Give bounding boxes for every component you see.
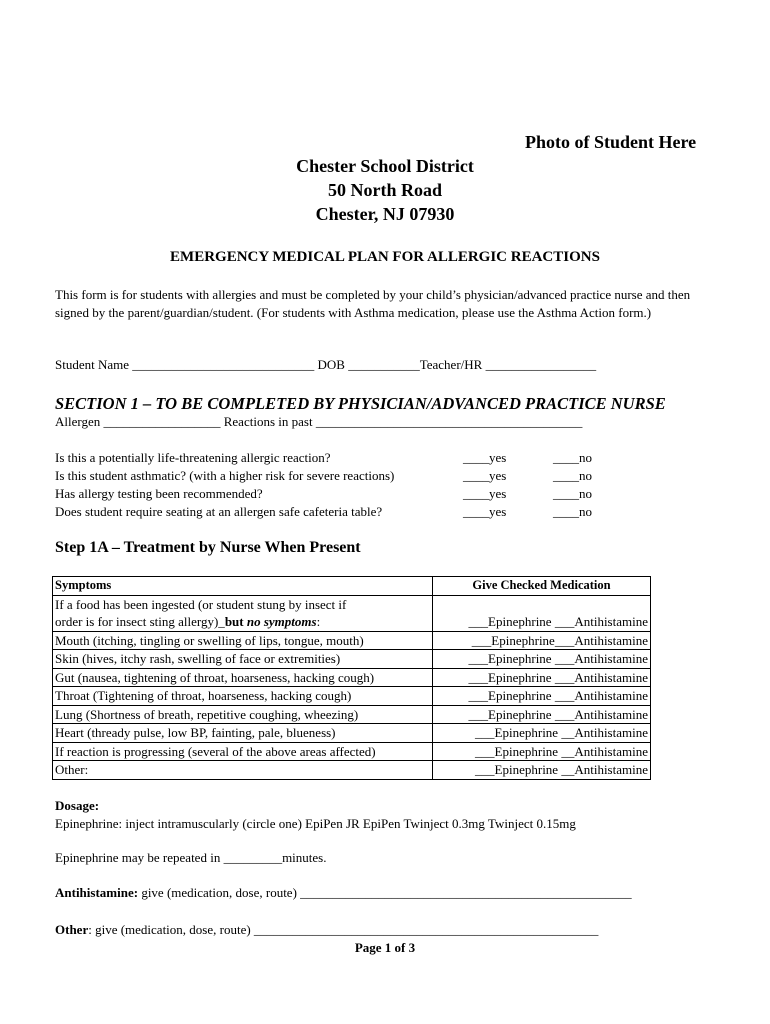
symptom-cell: Lung (Shortness of breath, repetitive coughing, wheezing) xyxy=(53,705,433,724)
food-row-bold-italic: no symptoms xyxy=(246,614,317,629)
table-row xyxy=(53,631,651,650)
other-label: Other xyxy=(55,922,89,937)
table-row xyxy=(53,742,651,761)
table-row xyxy=(53,724,651,743)
other-medication-line[interactable] xyxy=(55,922,598,938)
symptoms-header: Symptoms xyxy=(53,577,433,596)
dosage-label: Dosage: xyxy=(55,798,100,813)
food-row-bold: but xyxy=(224,614,247,629)
treatment-table xyxy=(52,576,651,780)
table-row xyxy=(53,650,651,669)
antihistamine-blank[interactable]: give (medication, dose, route) ___________________________________________________ xyxy=(138,885,632,900)
symptom-cell: Skin (hives, itchy rash, swelling of face or extremities) xyxy=(53,650,433,669)
table-row xyxy=(53,705,651,724)
yes-blank[interactable]: ____yes xyxy=(463,504,507,519)
medication-cell[interactable]: ___Epinephrine __Antihistamine xyxy=(433,742,651,761)
antihistamine-line[interactable] xyxy=(55,885,632,901)
antihistamine-label: Antihistamine: xyxy=(55,885,139,900)
intro-paragraph: This form is for students with allergies and must be completed by your child’s physician/advanced practice nurse and then signed by the parent/guardian/student. (For students with Asthma medication, please use the Asthma Action form.) xyxy=(55,287,691,320)
symptom-cell: Mouth (itching, tingling or swelling of lips, tongue, mouth) xyxy=(53,631,433,650)
medication-header: Give Checked Medication xyxy=(433,577,651,596)
medication-cell[interactable]: ___Epinephrine ___Antihistamine xyxy=(433,668,651,687)
medication-cell[interactable]: ___Epinephrine___Antihistamine xyxy=(433,631,651,650)
symptom-cell: If reaction is progressing (several of the above areas affected) xyxy=(53,742,433,761)
no-blank[interactable]: ____no xyxy=(553,504,592,519)
symptom-cell: Heart (thready pulse, low BP, fainting, pale, blueness) xyxy=(53,724,433,743)
question-text: Does student require seating at an allergen safe cafeteria table? xyxy=(55,504,383,519)
table-row xyxy=(53,668,651,687)
question-text: Is this a potentially life-threatening allergic reaction? xyxy=(55,450,331,465)
yes-blank[interactable]: ____yes xyxy=(463,486,507,501)
allergen-line[interactable]: Allergen __________________ Reactions in past _________________________________________ xyxy=(55,414,583,429)
medication-cell[interactable]: ___Epinephrine __Antihistamine xyxy=(433,724,651,743)
district-name: Chester School District xyxy=(296,156,474,176)
address-line-1: 50 North Road xyxy=(327,180,442,200)
symptom-cell: Gut (nausea, tightening of throat, hoarseness, hacking cough) xyxy=(53,668,433,687)
page-number: Page 1 of 3 xyxy=(354,940,416,955)
question-text: Is this student asthmatic? (with a higher risk for severe reactions) xyxy=(55,468,395,483)
symptom-cell xyxy=(53,595,433,631)
yes-blank[interactable]: ____yes xyxy=(463,450,507,465)
step-1a-heading: Step 1A – Treatment by Nurse When Present xyxy=(55,539,361,556)
address-line-2: Chester, NJ 07930 xyxy=(315,204,455,224)
epinephrine-dosage-line[interactable]: Epinephrine: inject intramuscularly (circle one) EpiPen JR EpiPen Twinject 0.3mg Twinject 0.15mg xyxy=(55,816,576,831)
no-blank[interactable]: ____no xyxy=(553,468,592,483)
table-row xyxy=(53,687,651,706)
food-row-suffix: : xyxy=(316,614,321,629)
other-blank[interactable]: : give (medication, dose, route) _____________________________________________________ xyxy=(88,922,599,937)
medication-cell[interactable]: ___Epinephrine __Antihistamine xyxy=(433,761,651,780)
section-1-heading: SECTION 1 – TO BE COMPLETED BY PHYSICIAN/ADVANCED PRACTICE NURSE xyxy=(55,394,666,413)
no-blank[interactable]: ____no xyxy=(553,450,592,465)
symptom-cell: Other: xyxy=(53,761,433,780)
symptom-cell: Throat (Tightening of throat, hoarseness, hacking cough) xyxy=(53,687,433,706)
form-title: EMERGENCY MEDICAL PLAN FOR ALLERGIC REACTIONS xyxy=(170,249,600,265)
no-blank[interactable]: ____no xyxy=(553,486,592,501)
yes-blank[interactable]: ____yes xyxy=(463,468,507,483)
table-row xyxy=(53,761,651,780)
medication-cell[interactable]: ___Epinephrine ___Antihistamine xyxy=(433,650,651,669)
food-row-line2-prefix: order is for insect sting allergy)_ xyxy=(55,614,225,629)
medication-cell[interactable]: ___Epinephrine ___Antihistamine xyxy=(433,705,651,724)
question-text: Has allergy testing been recommended? xyxy=(55,486,263,501)
table-row xyxy=(53,595,651,631)
food-row-line1: If a food has been ingested (or student stung by insect if xyxy=(55,596,347,612)
photo-placeholder-label: Photo of Student Here xyxy=(525,132,697,152)
medication-cell[interactable]: ___Epinephrine ___Antihistamine xyxy=(433,595,651,631)
medication-cell[interactable]: ___Epinephrine ___Antihistamine xyxy=(433,687,651,706)
table-header-row xyxy=(53,577,651,596)
student-info-line[interactable]: Student Name ____________________________ DOB ___________Teacher/HR _________________ xyxy=(55,357,597,372)
epinephrine-repeat-line[interactable]: Epinephrine may be repeated in _________minutes. xyxy=(55,850,327,865)
